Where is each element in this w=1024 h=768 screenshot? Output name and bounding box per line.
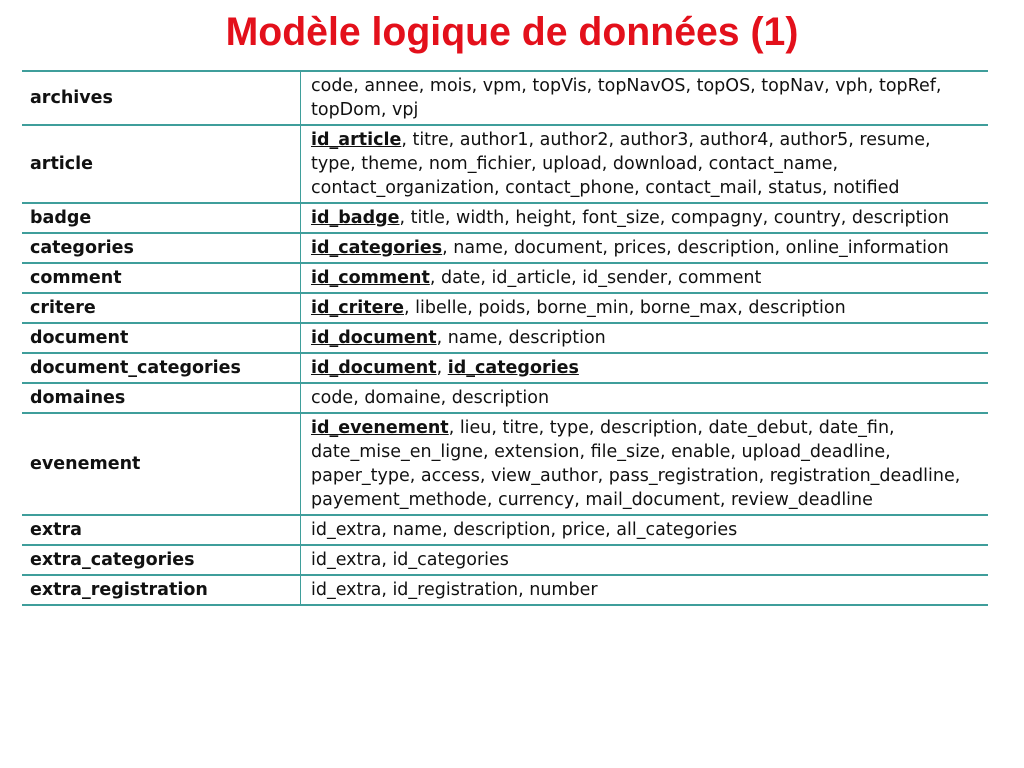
entity-name: comment	[22, 263, 301, 293]
entity-fields	[301, 353, 989, 383]
data-model-table	[22, 70, 988, 606]
table-row	[22, 203, 988, 233]
entity-fields	[301, 515, 989, 545]
entity-name: archives	[22, 71, 301, 125]
primary-key: id_categories	[311, 238, 443, 258]
table-row	[22, 413, 988, 515]
field-list: , libelle, poids, borne_min, borne_max, description	[404, 298, 846, 318]
table-row	[22, 353, 988, 383]
primary-key: id_document	[311, 358, 437, 378]
entity-fields	[301, 575, 989, 605]
field-list: , name, document, prices, description, online_information	[442, 238, 949, 258]
primary-key: id_comment	[311, 268, 430, 288]
primary-key: id_article	[311, 130, 402, 150]
entity-fields	[301, 125, 989, 203]
entity-fields	[301, 293, 989, 323]
field-list: , name, description	[436, 328, 606, 348]
field-list: id_extra, name, description, price, all_categories	[311, 520, 738, 540]
field-list: , title, width, height, font_size, compagny, country, description	[399, 208, 950, 228]
entity-name: domaines	[22, 383, 301, 413]
entity-fields	[301, 323, 989, 353]
table-row	[22, 383, 988, 413]
entity-name: critere	[22, 293, 301, 323]
entity-name: extra	[22, 515, 301, 545]
table-row	[22, 263, 988, 293]
table-row	[22, 71, 988, 125]
table-row	[22, 575, 988, 605]
entity-name: badge	[22, 203, 301, 233]
field-list: id_extra, id_categories	[311, 550, 509, 570]
table-row	[22, 233, 988, 263]
entity-name: extra_registration	[22, 575, 301, 605]
primary-key: id_badge	[311, 208, 400, 228]
entity-fields	[301, 545, 989, 575]
entity-fields	[301, 233, 989, 263]
slide-title: Modèle logique de données (1)	[225, 10, 799, 54]
table-row	[22, 545, 988, 575]
table-row	[22, 323, 988, 353]
table-row	[22, 125, 988, 203]
entity-name: extra_categories	[22, 545, 301, 575]
entity-fields	[301, 413, 989, 515]
entity-name: document	[22, 323, 301, 353]
primary-key: id_critere	[311, 298, 405, 318]
entity-fields	[301, 263, 989, 293]
table-row	[22, 293, 988, 323]
entity-fields	[301, 203, 989, 233]
table-row	[22, 515, 988, 545]
field-list: , titre, author1, author2, author3, author4, author5, resume, type, theme, nom_fichier, upload, download, contact_name, contact_organization, contact_phone, contact_mail, status, notified	[311, 130, 931, 198]
field-list: code, annee, mois, vpm, topVis, topNavOS, topOS, topNav, vph, topRef, topDom, vpj	[311, 76, 942, 120]
primary-key: id_document	[311, 328, 437, 348]
primary-key: id_categories	[447, 358, 579, 378]
entity-name: article	[22, 125, 301, 203]
field-list: , date, id_article, id_sender, comment	[429, 268, 762, 288]
field-list: , lieu, titre, type, description, date_debut, date_fin, date_mise_en_ligne, extension, file_size, enable, upload_deadline, paper_type, access, view_author, pass_registration, registration_deadline, payement_methode, currency, mail_document, review_deadline	[311, 418, 961, 510]
field-list: ,	[436, 358, 448, 378]
field-list: id_extra, id_registration, number	[311, 580, 598, 600]
entity-name: document_categories	[22, 353, 301, 383]
primary-key: id_evenement	[311, 418, 449, 438]
entity-fields	[301, 383, 989, 413]
entity-name: categories	[22, 233, 301, 263]
field-list: code, domaine, description	[311, 388, 550, 408]
entity-name: evenement	[22, 413, 301, 515]
entity-fields	[301, 71, 989, 125]
